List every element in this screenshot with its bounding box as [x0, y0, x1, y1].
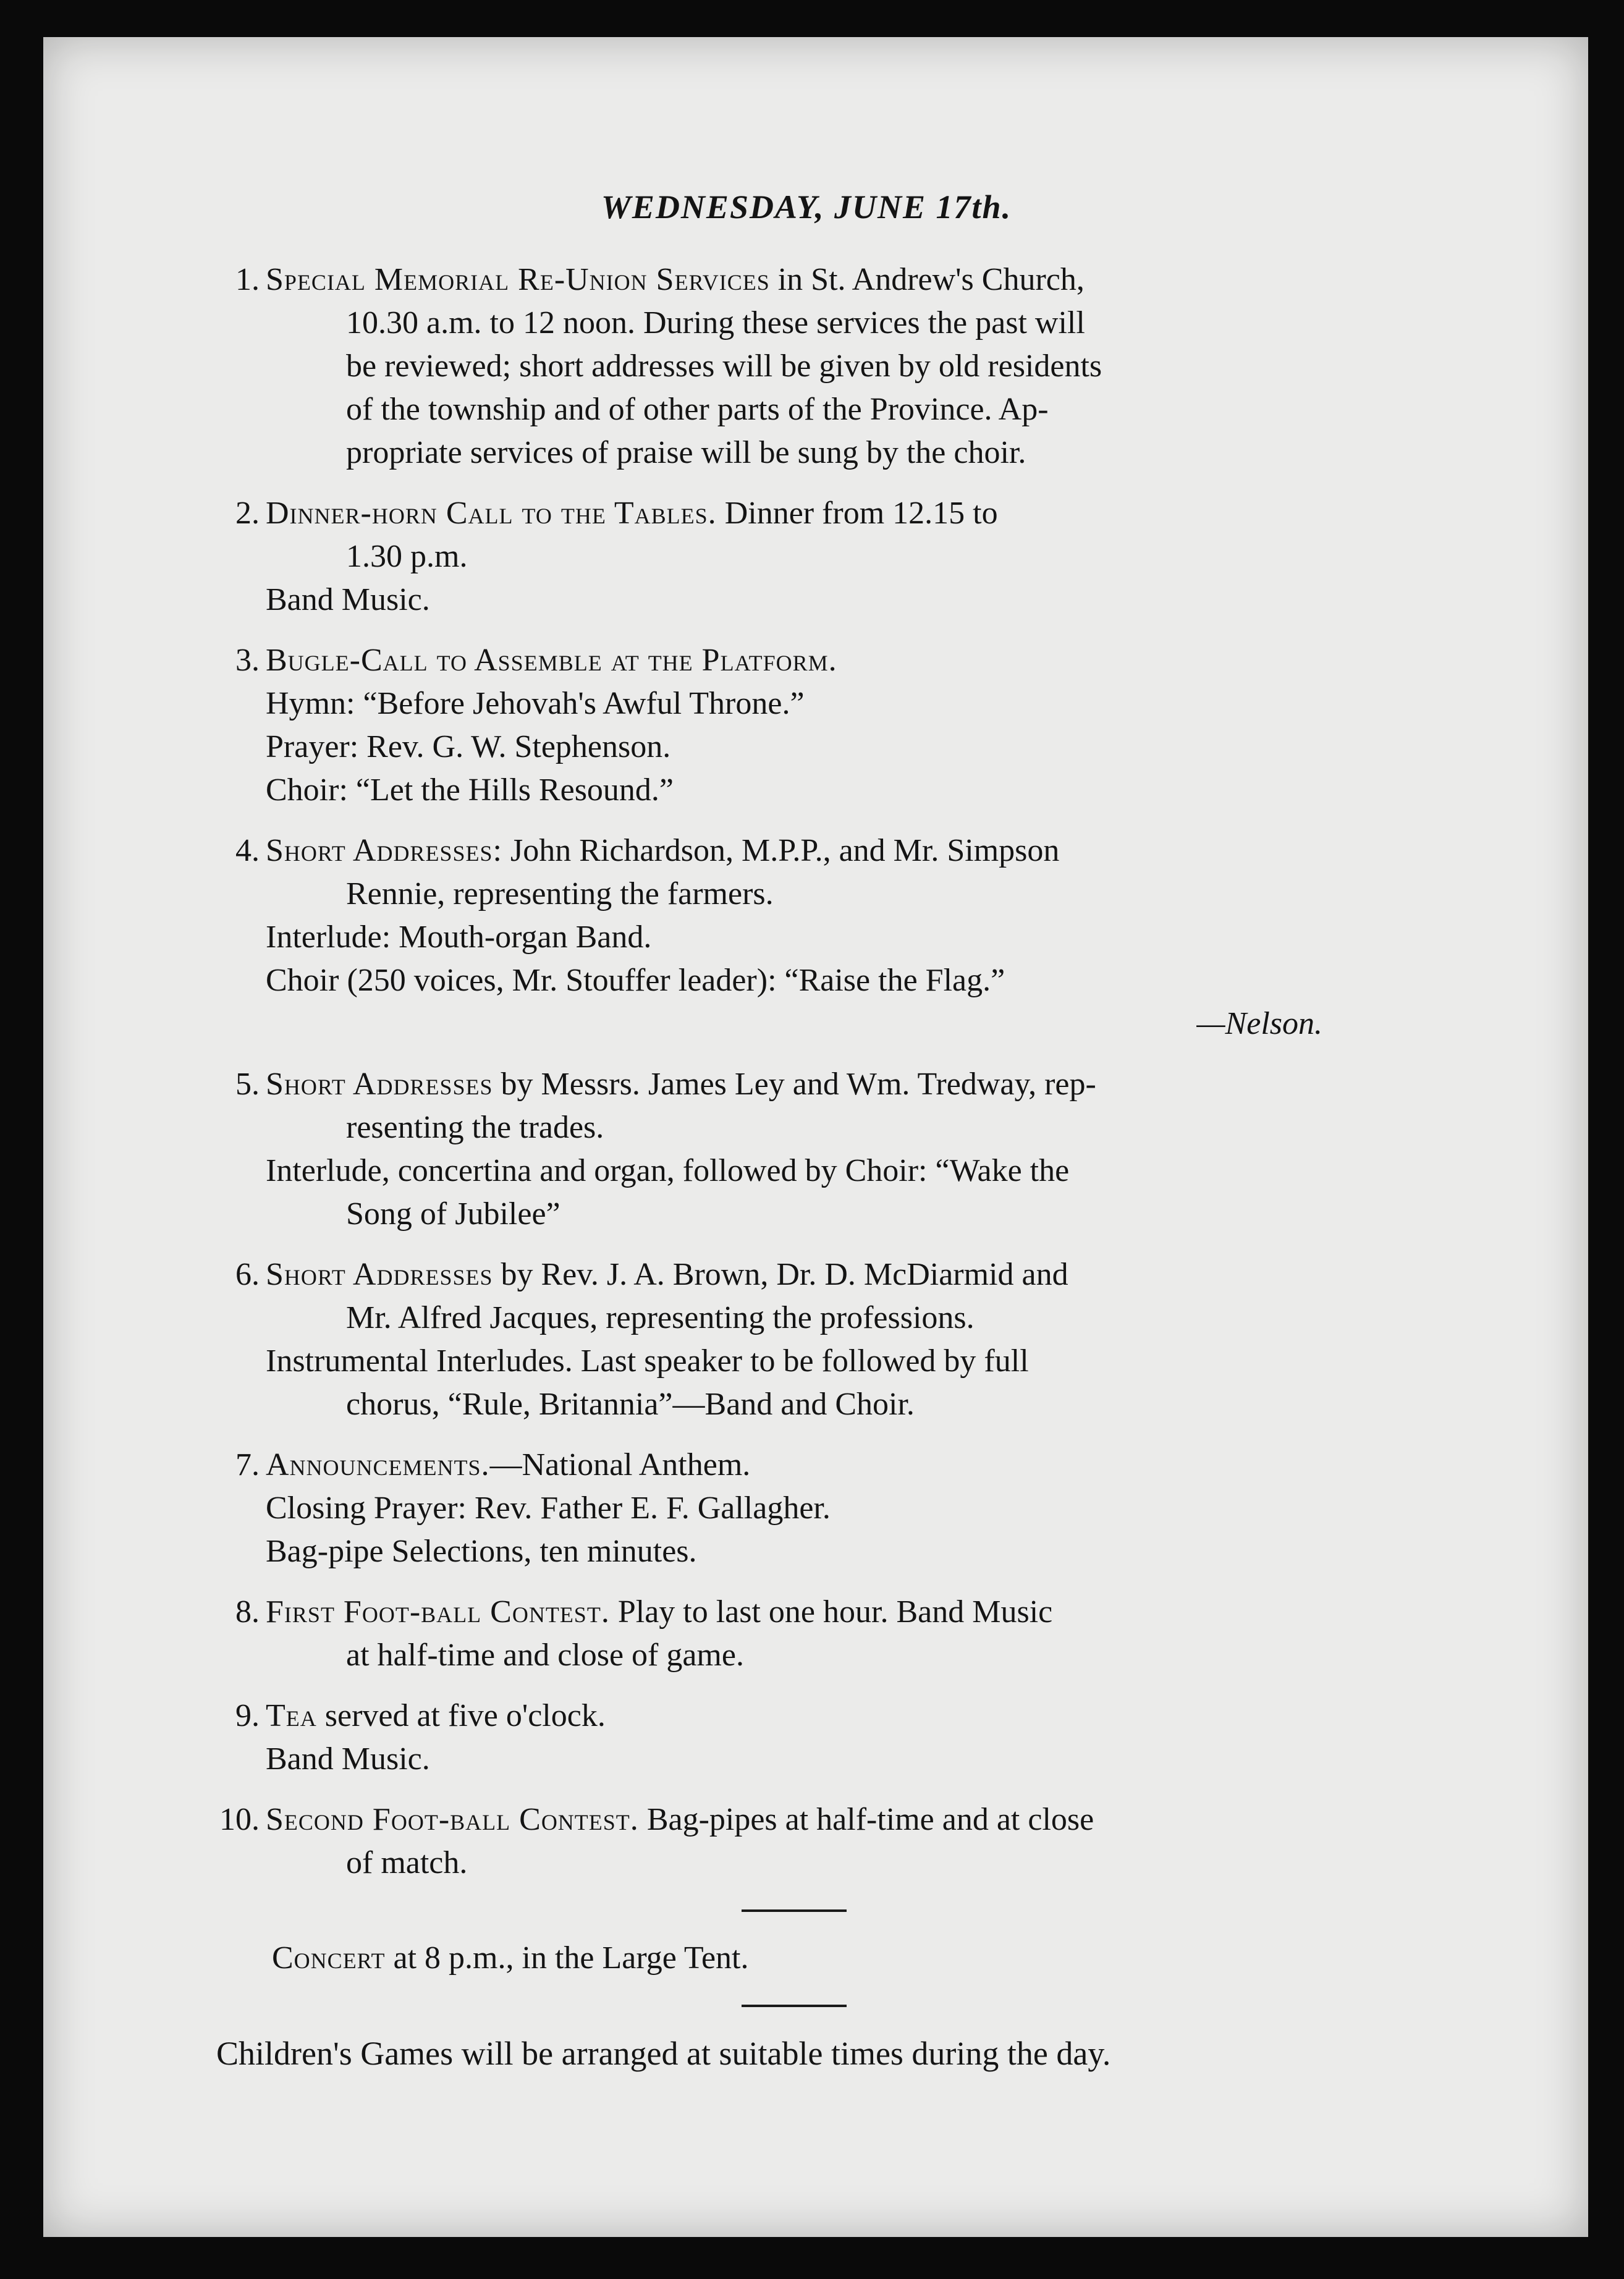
item-sub-line: Band Music.: [266, 582, 430, 617]
item-first-line: [266, 492, 1322, 535]
item-continuation-line: propriate services of praise will be sung by the choir.: [346, 435, 1026, 470]
item-sub-line: Prayer: Rev. G. W. Stephenson.: [266, 729, 671, 764]
item-text: Dinner from 12.15 to: [716, 496, 998, 531]
item-first-line: [266, 829, 1322, 873]
item-number: 4.: [235, 833, 260, 868]
item-heading: Special Memorial Re-Union Services: [266, 262, 770, 297]
page-title: WEDNESDAY, JUNE 17th.: [601, 188, 1012, 226]
item-heading: Short Addresses: [266, 1067, 493, 1102]
item-continuation-line: of match.: [346, 1845, 468, 1880]
page: [43, 37, 1588, 2237]
item-sub-line: Choir: “Let the Hills Resound.”: [266, 772, 674, 808]
program-item: [216, 1253, 1322, 1426]
program-content: [216, 185, 1322, 2075]
item-continuation-line: resenting the trades.: [346, 1110, 604, 1145]
divider-rule: [742, 2005, 847, 2007]
program-item: [216, 1591, 1322, 1677]
item-text: —National Anthem.: [489, 1447, 751, 1482]
item-heading: Announcements.: [266, 1447, 490, 1482]
program-item: [216, 1694, 1322, 1781]
item-first-line: [266, 1444, 1322, 1487]
item-sub-line: Interlude: Mouth-organ Band.: [266, 920, 652, 955]
item-sub-line: Hymn: “Before Jehovah's Awful Throne.”: [266, 686, 805, 721]
program-list: [216, 258, 1322, 1885]
item-text: by Rev. J. A. Brown, Dr. D. McDiarmid and: [493, 1257, 1068, 1292]
item-sub-line: Instrumental Interludes. Last speaker to be followed by full: [266, 1343, 1029, 1379]
item-number: 10.: [219, 1802, 260, 1837]
program-item: [216, 639, 1322, 812]
program-item: [216, 1063, 1322, 1236]
item-heading: Bugle-Call to Assemble at the Platform.: [266, 643, 837, 678]
item-heading: Dinner-horn Call to the Tables.: [266, 496, 717, 531]
item-sub-line: Bag-pipe Selections, ten minutes.: [266, 1534, 697, 1569]
item-sub-line: Closing Prayer: Rev. Father E. F. Gallagher.: [266, 1490, 831, 1526]
item-continuation-line: of the township and of other parts of the Province. Ap-: [346, 392, 1049, 427]
concert-note: [216, 1937, 1322, 1980]
program-item: [216, 492, 1322, 622]
children-games-note: Children's Games will be arranged at suitable times during the day.: [216, 2035, 1111, 2072]
item-sub-continuation: chorus, “Rule, Britannia”—Band and Choir.: [346, 1387, 915, 1422]
item-first-line: [266, 639, 1322, 682]
item-continuation-line: 1.30 p.m.: [346, 539, 468, 574]
item-heading: Short Addresses:: [266, 833, 502, 868]
item-number: 8.: [235, 1594, 260, 1630]
item-heading: Short Addresses: [266, 1257, 493, 1292]
item-first-line: [266, 1694, 1322, 1738]
item-heading: Tea: [266, 1698, 317, 1733]
item-heading: Second Foot-ball Contest.: [266, 1802, 639, 1837]
divider-rule: [742, 1909, 847, 1912]
item-sub-continuation: Song of Jubilee”: [346, 1196, 560, 1232]
concert-text: at 8 p.m., in the Large Tent.: [385, 1940, 749, 1976]
item-number: 5.: [235, 1067, 260, 1102]
item-continuation-line: be reviewed; short addresses will be given by old residents: [346, 349, 1102, 384]
program-item: [216, 1798, 1322, 1885]
item-sub-line: Band Music.: [266, 1741, 430, 1777]
item-continuation-line: Mr. Alfred Jacques, representing the professions.: [346, 1300, 975, 1335]
item-first-line: [266, 1063, 1322, 1106]
item-attribution: —Nelson.: [1196, 1006, 1322, 1041]
program-item: [216, 1444, 1322, 1573]
concert-head: Concert: [272, 1940, 386, 1976]
item-number: 3.: [235, 643, 260, 678]
item-text: by Messrs. James Ley and Wm. Tredway, rep-: [493, 1067, 1096, 1102]
item-text: Play to last one hour. Band Music: [609, 1594, 1053, 1630]
item-heading: First Foot-ball Contest.: [266, 1594, 610, 1630]
item-number: 6.: [235, 1257, 260, 1292]
program-item: [216, 829, 1322, 1046]
item-sub-line: Choir (250 voices, Mr. Stouffer leader): “Raise the Flag.”: [266, 963, 1005, 998]
item-first-line: [266, 1253, 1322, 1296]
item-text: Bag-pipes at half-time and at close: [638, 1802, 1094, 1837]
item-number: 2.: [235, 496, 260, 531]
item-first-line: [266, 1798, 1322, 1841]
item-first-line: [266, 258, 1322, 302]
item-first-line: [266, 1591, 1322, 1634]
program-item: [216, 258, 1322, 475]
item-number: 9.: [235, 1698, 260, 1733]
item-text: John Richardson, M.P.P., and Mr. Simpson: [502, 833, 1060, 868]
item-continuation-line: Rennie, representing the farmers.: [346, 876, 774, 911]
item-continuation-line: at half-time and close of game.: [346, 1638, 744, 1673]
item-number: 1.: [235, 262, 260, 297]
item-sub-line: Interlude, concertina and organ, followed by Choir: “Wake the: [266, 1153, 1070, 1188]
item-number: 7.: [235, 1447, 260, 1482]
item-continuation-line: 10.30 a.m. to 12 noon. During these services the past will: [346, 305, 1085, 340]
item-text: served at five o'clock.: [316, 1698, 606, 1733]
item-text: in St. Andrew's Church,: [769, 262, 1085, 297]
